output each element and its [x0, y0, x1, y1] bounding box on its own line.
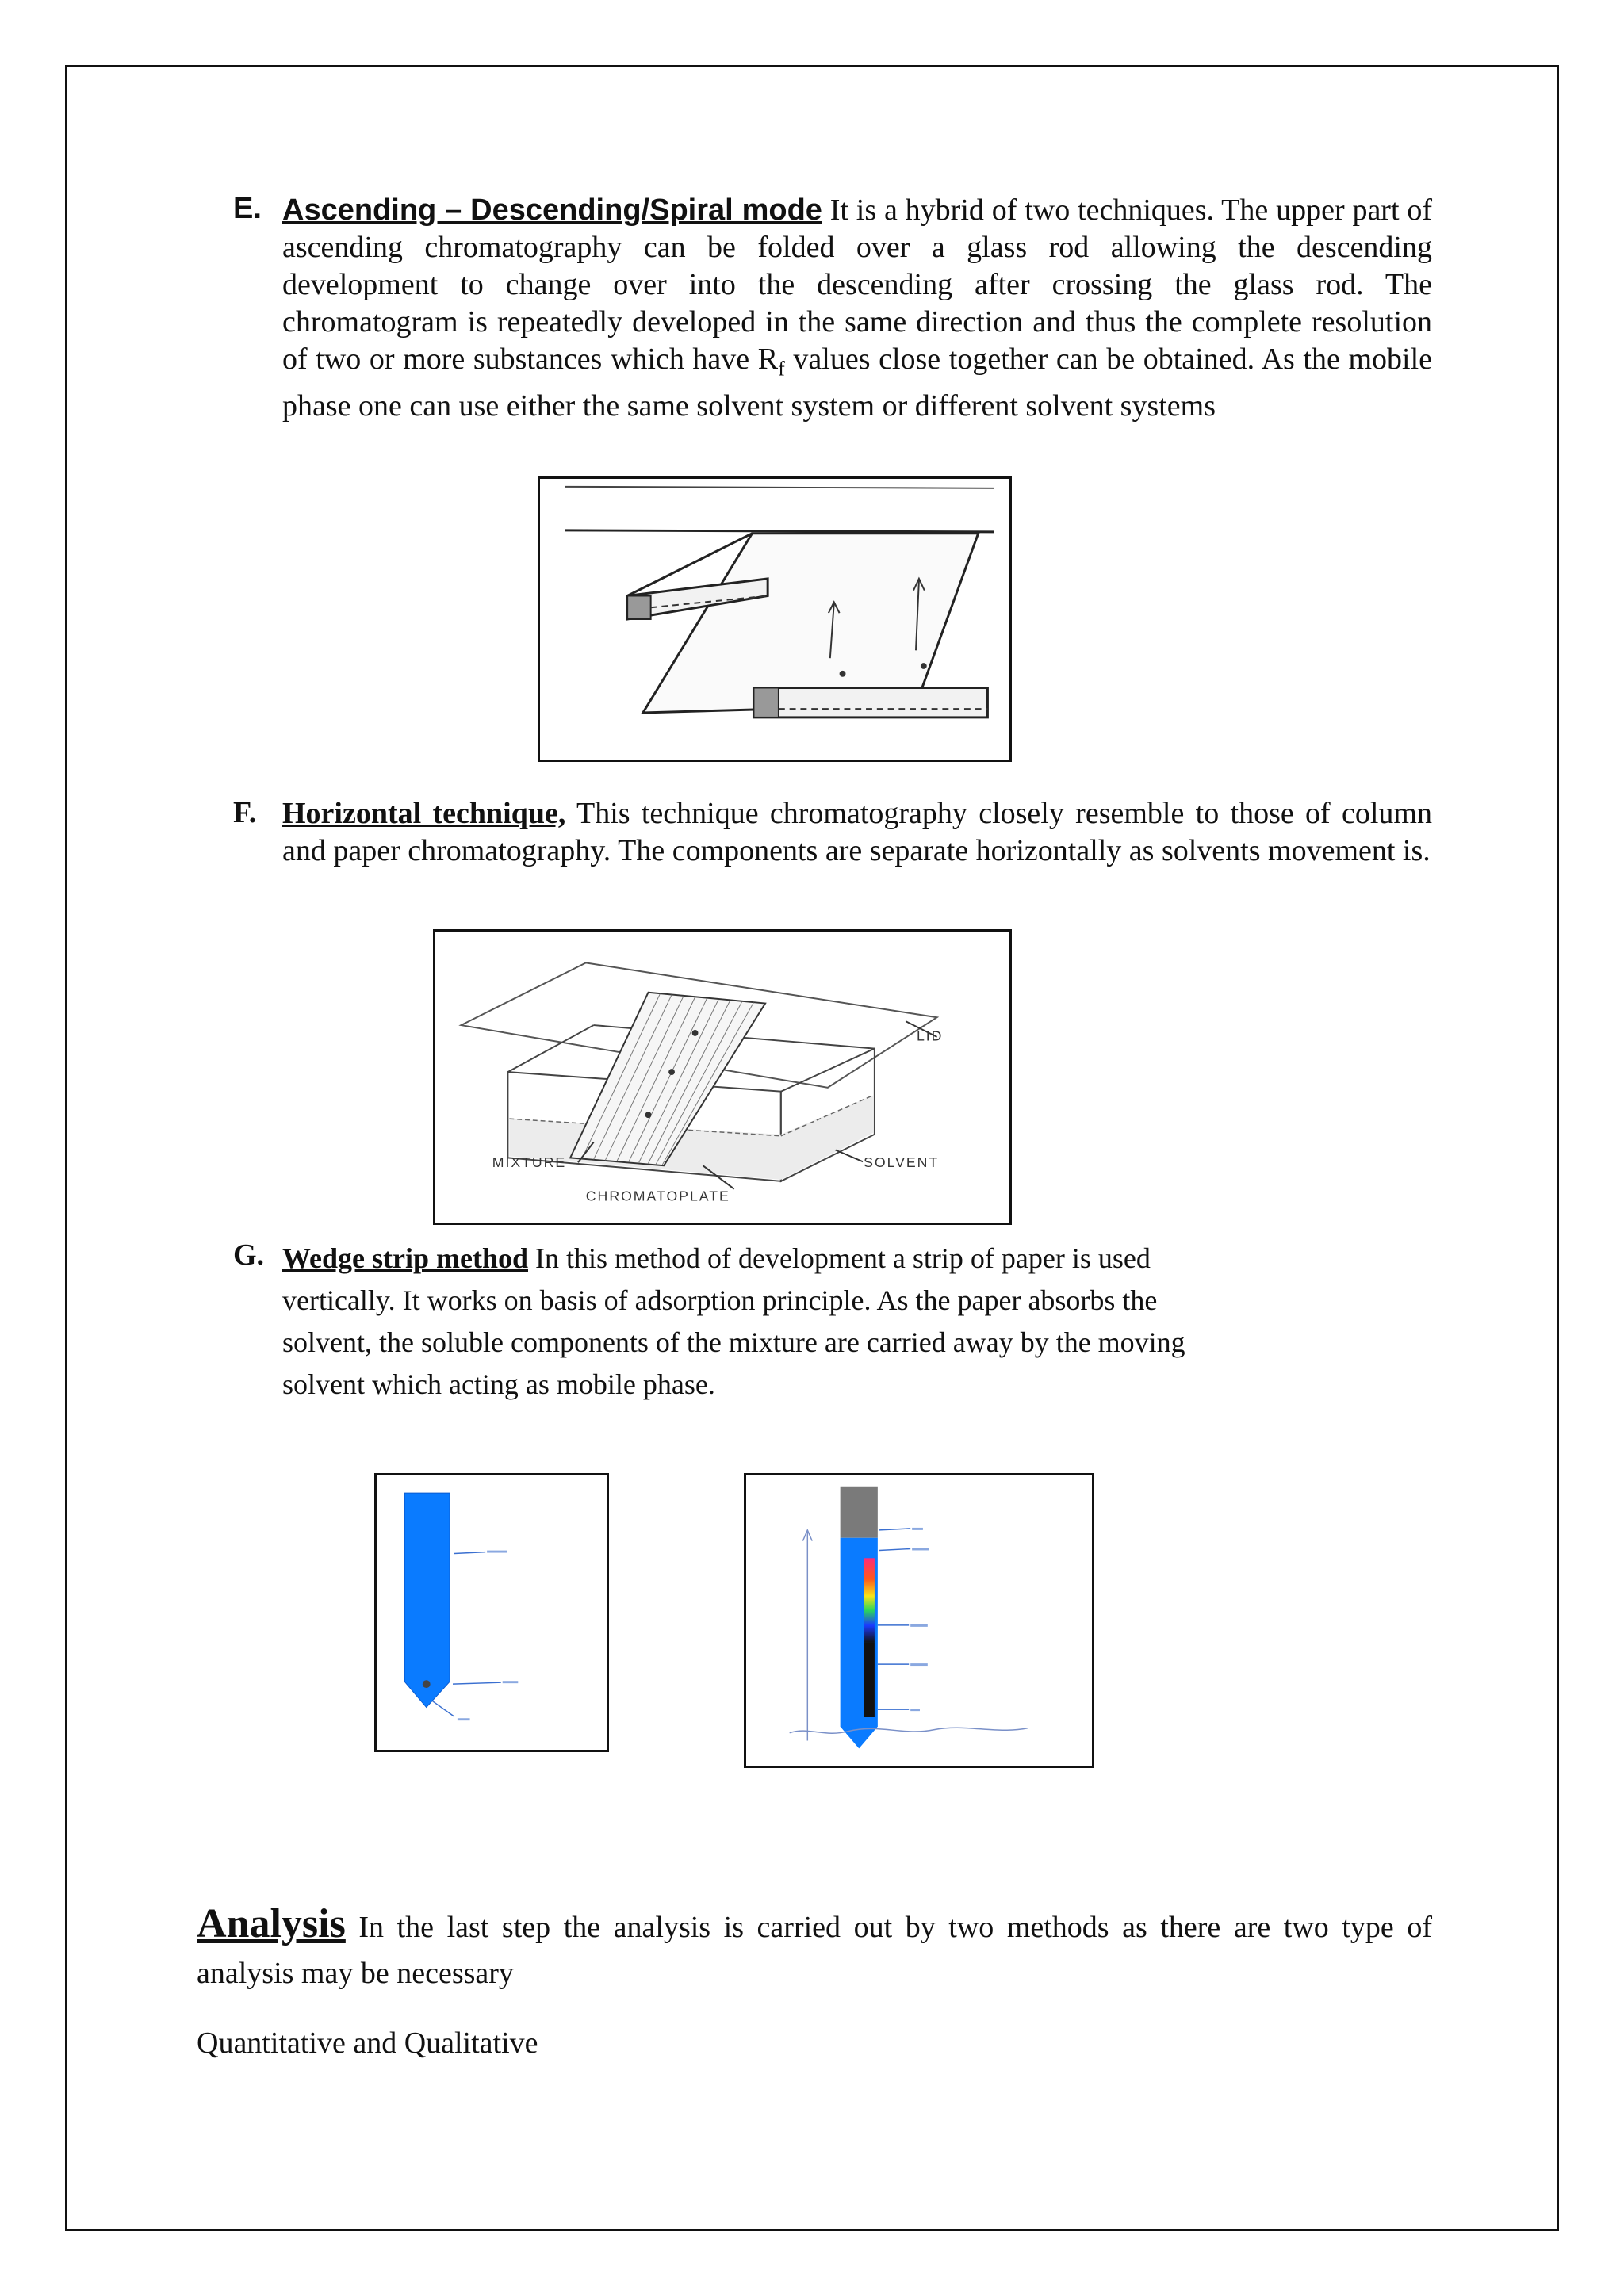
- section-e-text: It is a hybrid of two techniques. The upper part of ascending chromatography can be folded over a glass rod allowing the descending development to change over into the descending after crossing the glass rod. The chromatogram is repeatedly developed in the same direction and thus the complete resolution of two or more substances which have R: [282, 193, 1433, 376]
- lid-label: LID: [916, 1027, 944, 1044]
- mixture-label: MIXTURE: [492, 1154, 567, 1171]
- item-letter-e: E.: [233, 192, 262, 225]
- figure-wedge-strip-start: [374, 1473, 609, 1752]
- section-g-text: In this method of development a strip of paper is used vertically. It works on basis of adsorption principle. As the paper absorbs the solvent, the soluble components of the mixture are carried away by the moving solvent which acting as mobile phase.: [282, 1242, 1185, 1400]
- ascending-descending-drawing: [540, 479, 1009, 760]
- section-g-heading: Wedge strip method: [282, 1242, 528, 1274]
- chromatoplate-label: CHROMATOPLATE: [585, 1188, 730, 1204]
- analysis-section: [197, 1901, 1432, 2062]
- section-f-text: This technique chromatography closely resemble to those of column and paper chromatography. The components are separate horizontally as solvents movement is.: [282, 797, 1432, 867]
- section-g-paragraph: [282, 1238, 1202, 1406]
- wedge-strip-start-drawing: [377, 1475, 607, 1750]
- section-e: [233, 192, 1432, 425]
- section-e-heading: Ascending – Descending/Spiral mode: [282, 193, 822, 227]
- section-g: [233, 1238, 1432, 1406]
- wedge-strip-developed-drawing: [746, 1475, 1092, 1766]
- solvent-label: SOLVENT: [864, 1154, 940, 1171]
- analysis-text: In the last step the analysis is carried out by two methods as there are two type of analysis may be necessary: [197, 1911, 1432, 1990]
- figure-wedge-strip-developed: [744, 1473, 1094, 1768]
- horizontal-technique-drawing: [435, 932, 1009, 1223]
- section-f: [233, 795, 1432, 870]
- item-letter-g: G.: [233, 1238, 265, 1272]
- figure-horizontal-technique: [433, 929, 1012, 1225]
- section-f-paragraph: [282, 795, 1432, 870]
- analysis-paragraph: [197, 1901, 1432, 1996]
- section-e-text-after: values close together can be obtained. As the mobile phase one can use either the same solvent system or different solvent systems: [282, 342, 1432, 423]
- item-letter-f: F.: [233, 796, 257, 829]
- section-f-heading: Horizontal technique,: [282, 797, 566, 830]
- figure-ascending-descending: [538, 476, 1012, 762]
- rf-subscript: f: [778, 357, 785, 381]
- section-e-paragraph: [282, 192, 1432, 425]
- analysis-types: Quantitative and Qualitative: [197, 2026, 538, 2060]
- analysis-heading: Analysis: [197, 1901, 346, 1946]
